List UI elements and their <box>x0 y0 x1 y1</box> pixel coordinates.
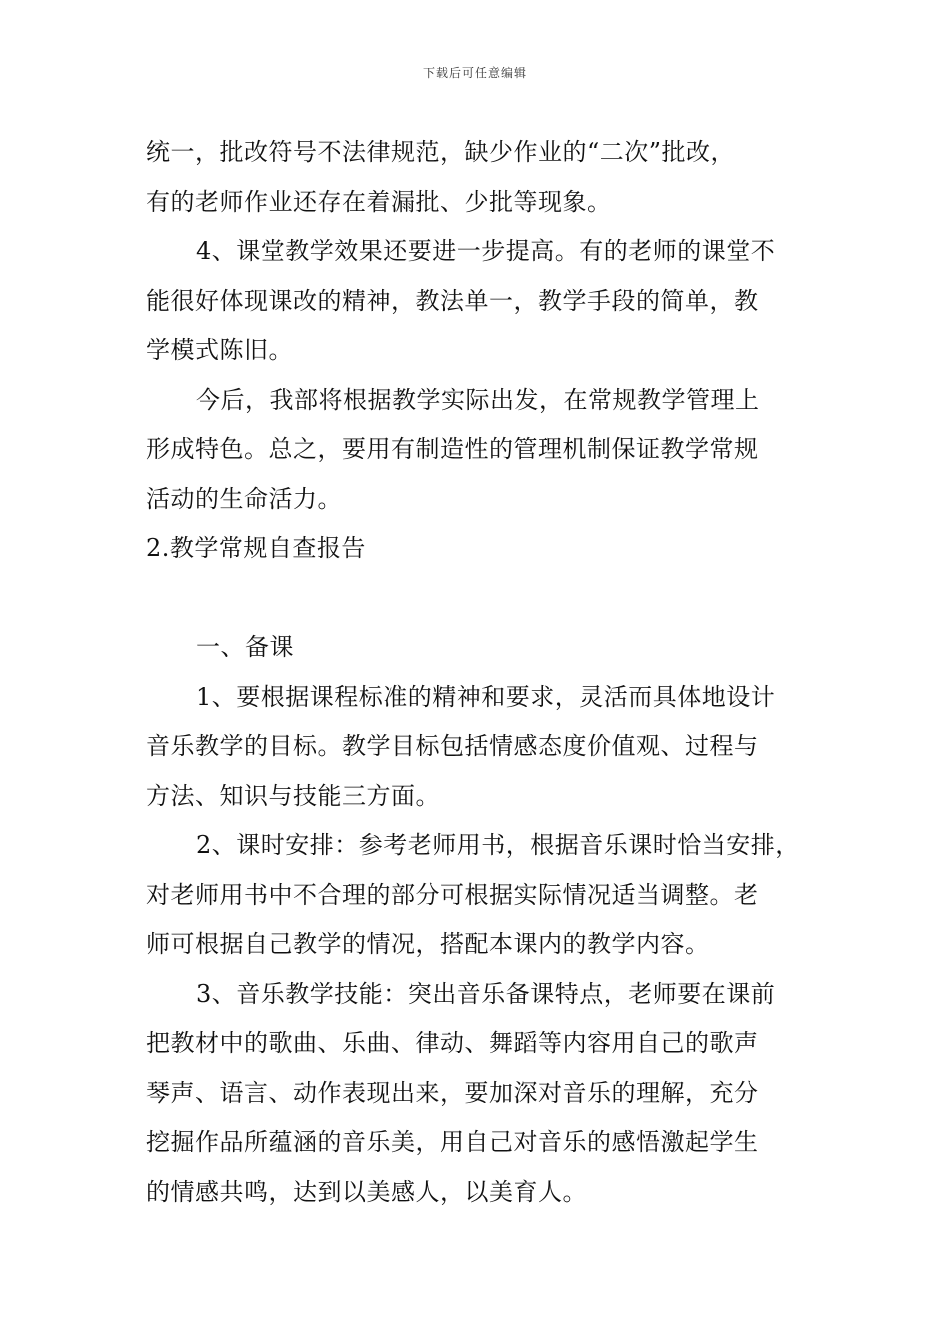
text-line: 音乐教学的目标。教学目标包括情感态度价值观、过程与 <box>146 732 759 760</box>
text-line: 4、课堂教学效果还要进一步提高。有的老师的课堂不 <box>196 237 776 265</box>
text-line: 1、要根据课程标准的精神和要求，灵活而具体地设计 <box>196 682 776 711</box>
page-header: 下载后可任意编辑 <box>422 66 527 80</box>
text-line: 的情感共鸣，达到以美感人，以美育人。 <box>146 1177 587 1206</box>
blank-line <box>146 574 816 624</box>
text-line: 师可根据自己教学的情况，搭配本课内的教学内容。 <box>146 930 710 958</box>
text-line: 对老师用书中不合理的部分可根据实际情况适当调整。老 <box>146 880 759 909</box>
text-line: 今后，我部将根据教学实际出发，在常规教学管理上 <box>196 385 760 414</box>
text-line: 挖掘作品所蕴涵的音乐美，用自己对音乐的感悟激起学生 <box>146 1128 759 1156</box>
text-line: 统一，批改符号不法律规范，缺少作业的“二次”批改， <box>146 138 736 166</box>
text-line: 学模式陈旧。 <box>146 336 293 364</box>
text-line: 有的老师作业还存在着漏批、少批等现象。 <box>146 187 612 216</box>
text-line: 能很好体现课改的精神，教法单一，教学手段的简单，教 <box>146 286 759 315</box>
text-line: 3、音乐教学技能：突出音乐备课特点，老师要在课前 <box>196 979 776 1008</box>
text-line: 把教材中的歌曲、乐曲、律动、舞蹈等内容用自己的歌声 <box>146 1029 759 1057</box>
text-line: 琴声、语言、动作表现出来，要加深对音乐的理解，充分 <box>146 1078 759 1107</box>
text-line: 活动的生命活力。 <box>146 484 342 513</box>
subsection-heading: 一、备课 <box>196 633 294 661</box>
text-line: 2、课时安排：参考老师用书，根据音乐课时恰当安排， <box>196 831 800 859</box>
document-body <box>146 128 816 1217</box>
text-line: 形成特色。总之，要用有制造性的管理机制保证教学常规 <box>146 435 759 463</box>
text-line: 方法、知识与技能三方面。 <box>146 781 440 810</box>
section-heading: 2.教学常规自查报告 <box>146 534 366 562</box>
